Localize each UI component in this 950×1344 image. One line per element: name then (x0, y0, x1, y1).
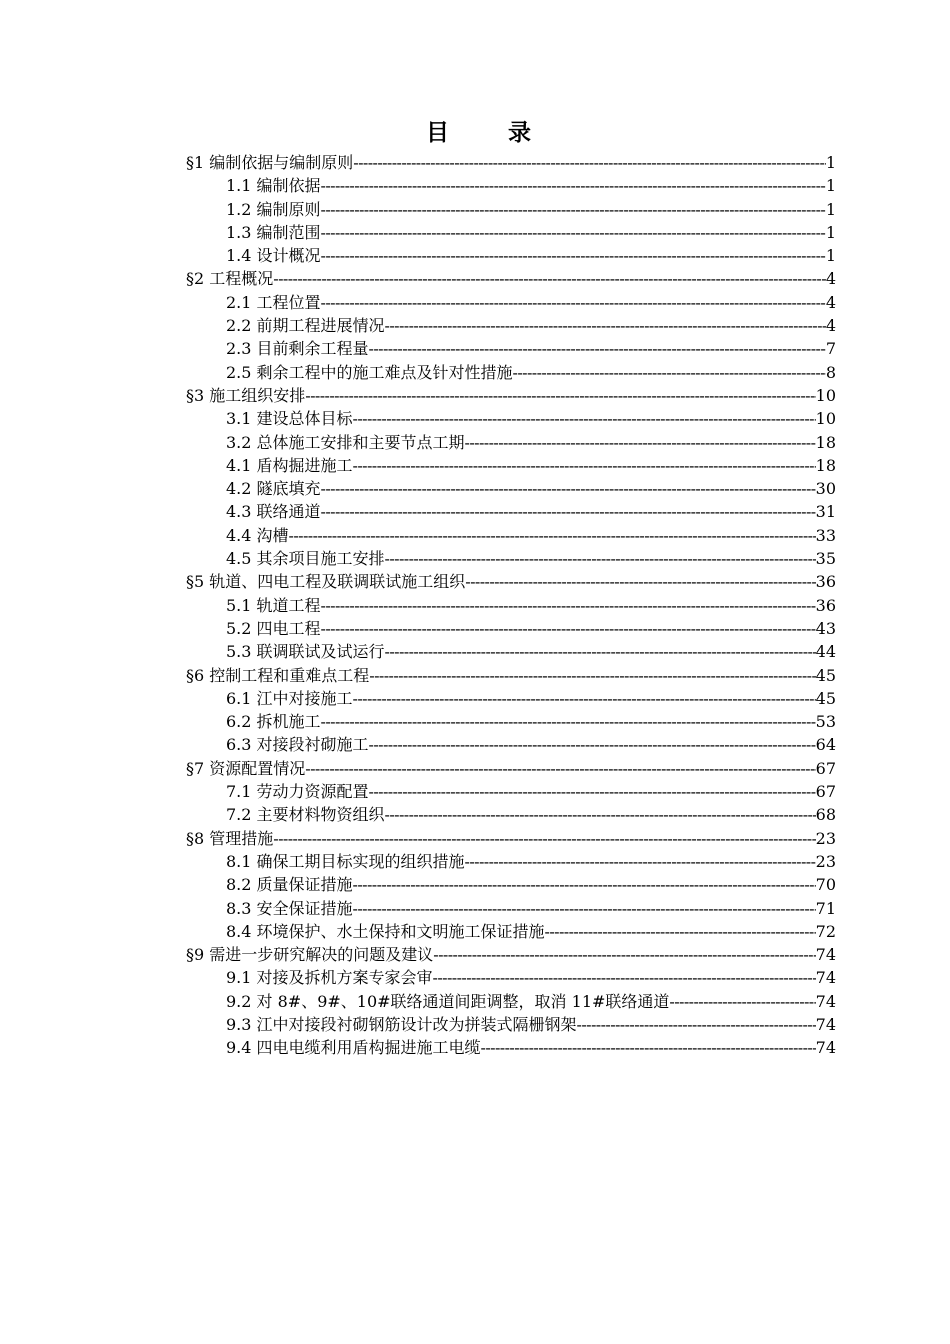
toc-entry-page-number: 4 (825, 292, 836, 312)
toc-dot-leader (385, 547, 816, 570)
toc-entry-page-number: 1 (825, 199, 836, 219)
toc-entry-page-number: 53 (815, 712, 836, 732)
toc-dot-leader (289, 524, 816, 547)
toc-dot-leader (385, 314, 826, 337)
toc-entry-page-number: 30 (815, 479, 836, 499)
toc-entry-page-number: 45 (815, 665, 836, 685)
toc-entry-page-number: 45 (815, 688, 836, 708)
toc-dot-leader (321, 500, 816, 523)
toc-entry-page-number: 70 (815, 875, 836, 895)
toc-entry-title: 1.1 编制依据 (226, 176, 321, 196)
toc-entry-title: 9.4 四电电缆利用盾构掘进施工电缆 (226, 1038, 481, 1058)
toc-entry-page-number: 35 (815, 549, 836, 569)
toc-dot-leader (321, 221, 826, 244)
toc-title: 目 录 (426, 120, 549, 146)
toc-dot-leader (321, 594, 816, 617)
toc-dot-leader (481, 1036, 816, 1059)
toc-dot-leader (353, 897, 816, 920)
toc-entry-page-number: 18 (815, 455, 836, 475)
toc-entry-page-number: 71 (815, 898, 836, 918)
toc-section-entry[interactable] (186, 733, 836, 756)
toc-section-entry[interactable] (186, 687, 836, 710)
toc-section-entry[interactable] (186, 407, 836, 430)
toc-section-entry[interactable] (186, 291, 836, 314)
toc-entry-title: 9.1 对接及拆机方案专家会审 (226, 968, 433, 988)
toc-entry-title: §6 控制工程和重难点工程 (186, 665, 370, 685)
toc-entry-page-number: 67 (815, 782, 836, 802)
toc-dot-leader (433, 943, 815, 966)
toc-section-entry[interactable] (186, 803, 836, 826)
toc-dot-leader (369, 337, 826, 360)
toc-entry-page-number: 4 (825, 316, 836, 336)
toc-dot-leader (321, 198, 826, 221)
toc-chapter-entry[interactable] (186, 943, 836, 966)
toc-section-entry[interactable] (186, 244, 836, 267)
toc-entry-title: 8.1 确保工期目标实现的组织措施 (226, 851, 465, 871)
toc-entry-title: 8.3 安全保证措施 (226, 898, 353, 918)
toc-entry-page-number: 4 (825, 269, 836, 289)
toc-entry-title: §3 施工组织安排 (186, 385, 306, 405)
toc-chapter-entry[interactable] (186, 757, 836, 780)
toc-dot-leader (385, 803, 816, 826)
toc-section-entry[interactable] (186, 990, 836, 1013)
toc-entry-title: 2.1 工程位置 (226, 292, 321, 312)
toc-entry-title: 8.2 质量保证措施 (226, 875, 353, 895)
toc-entry-page-number: 8 (825, 362, 836, 382)
toc-entry-page-number: 72 (815, 921, 836, 941)
toc-entry-page-number: 1 (825, 222, 836, 242)
toc-dot-leader (369, 780, 816, 803)
toc-dot-leader (545, 920, 816, 943)
toc-entry-title: 4.3 联络通道 (226, 502, 321, 522)
toc-entry-title: §7 资源配置情况 (186, 758, 306, 778)
toc-entry-title: 4.4 沟槽 (226, 525, 289, 545)
toc-section-entry[interactable] (186, 174, 836, 197)
toc-dot-leader (433, 966, 816, 989)
toc-section-entry[interactable] (186, 640, 836, 663)
toc-section-entry[interactable] (186, 710, 836, 733)
toc-entry-page-number: 68 (815, 805, 836, 825)
toc-entry-page-number: 67 (815, 758, 836, 778)
toc-entry-title: 3.2 总体施工安排和主要节点工期 (226, 432, 465, 452)
toc-entry-title: 2.2 前期工程进展情况 (226, 316, 385, 336)
toc-section-entry[interactable] (186, 337, 836, 360)
toc-entry-title: §8 管理措施 (186, 828, 274, 848)
toc-entry-title: 6.3 对接段衬砌施工 (226, 735, 369, 755)
toc-section-entry[interactable] (186, 500, 836, 523)
toc-entry-title: 5.3 联调联试及试运行 (226, 642, 385, 662)
toc-section-entry[interactable] (186, 966, 836, 989)
toc-section-entry[interactable] (186, 780, 836, 803)
toc-section-entry[interactable] (186, 221, 836, 244)
toc-dot-leader (321, 291, 826, 314)
toc-entry-page-number: 1 (825, 176, 836, 196)
toc-entry-title: 7.1 劳动力资源配置 (226, 782, 369, 802)
toc-entry-title: 4.2 隧底填充 (226, 479, 321, 499)
toc-entry-title: 8.4 环境保护、水土保持和文明施工保证措施 (226, 921, 545, 941)
toc-dot-leader (353, 151, 826, 174)
toc-dot-leader (465, 431, 816, 454)
toc-entry-page-number: 18 (815, 432, 836, 452)
toc-entry-title: §5 轨道、四电工程及联调联试施工组织 (186, 572, 466, 592)
toc-dot-leader (273, 827, 815, 850)
toc-dot-leader (305, 384, 815, 407)
toc-section-entry[interactable] (186, 477, 836, 500)
toc-section-entry[interactable] (186, 314, 836, 337)
toc-section-entry[interactable] (186, 850, 836, 873)
toc-entry-title: 4.5 其余项目施工安排 (226, 549, 385, 569)
toc-entry-page-number: 1 (825, 246, 836, 266)
toc-entry-title: 4.1 盾构掘进施工 (226, 455, 353, 475)
toc-entry-page-number: 7 (825, 339, 836, 359)
toc-entry-title: §1 编制依据与编制原则 (186, 153, 354, 172)
toc-entry-page-number: 23 (815, 828, 836, 848)
toc-chapter-entry[interactable] (186, 384, 836, 407)
toc-dot-leader (273, 267, 826, 290)
toc-entry-page-number: 64 (815, 735, 836, 755)
toc-entry-page-number: 43 (815, 618, 836, 638)
toc-entry-page-number: 10 (815, 385, 836, 405)
toc-section-entry[interactable] (186, 547, 836, 570)
toc-entry-title: 1.4 设计概况 (226, 246, 321, 266)
toc-entry-title: 3.1 建设总体目标 (226, 409, 353, 429)
toc-section-entry[interactable] (186, 897, 836, 920)
toc-section-entry[interactable] (186, 594, 836, 617)
toc-entry-page-number: 1 (825, 153, 836, 172)
table-of-contents (186, 151, 836, 1060)
toc-entry-title: 5.2 四电工程 (226, 618, 321, 638)
toc-dot-leader (353, 687, 816, 710)
toc-dot-leader (353, 454, 816, 477)
toc-entry-title: 1.3 编制范围 (226, 222, 321, 242)
toc-dot-leader (321, 710, 816, 733)
toc-entry-title: 9.2 对 8#、9#、10#联络通道间距调整，取消 11#联络通道 (226, 991, 670, 1011)
toc-dot-leader (369, 733, 816, 756)
toc-entry-title: 9.3 江中对接段衬砌钢筋设计改为拼装式隔栅钢架 (226, 1014, 577, 1034)
toc-entry-page-number: 31 (815, 502, 836, 522)
toc-dot-leader (353, 407, 816, 430)
toc-section-entry[interactable] (186, 524, 836, 547)
toc-dot-leader (321, 617, 816, 640)
toc-section-entry[interactable] (186, 617, 836, 640)
toc-dot-leader (353, 873, 816, 896)
toc-entry-page-number: 74 (815, 1014, 836, 1034)
toc-chapter-entry[interactable] (186, 827, 836, 850)
toc-dot-leader (305, 757, 815, 780)
toc-entry-page-number: 23 (815, 851, 836, 871)
toc-entry-page-number: 74 (815, 1038, 836, 1058)
toc-dot-leader (321, 477, 816, 500)
toc-entry-title: 2.3 目前剩余工程量 (226, 339, 369, 359)
toc-section-entry[interactable] (186, 454, 836, 477)
toc-entry-page-number: 74 (815, 945, 836, 965)
toc-section-entry[interactable] (186, 1036, 836, 1059)
toc-section-entry[interactable] (186, 198, 836, 221)
toc-dot-leader (669, 990, 815, 1013)
toc-section-entry[interactable] (186, 1013, 836, 1036)
toc-chapter-entry[interactable] (186, 570, 836, 593)
toc-entry-page-number: 33 (815, 525, 836, 545)
toc-section-entry[interactable] (186, 361, 836, 384)
toc-entry-title: 5.1 轨道工程 (226, 595, 321, 615)
toc-section-entry[interactable] (186, 873, 836, 896)
toc-dot-leader (385, 640, 816, 663)
toc-dot-leader (321, 244, 826, 267)
toc-section-entry[interactable] (186, 920, 836, 943)
toc-dot-leader (321, 174, 826, 197)
toc-dot-leader (369, 664, 815, 687)
toc-entry-page-number: 36 (815, 595, 836, 615)
toc-entry-page-number: 10 (815, 409, 836, 429)
toc-chapter-entry[interactable] (186, 664, 836, 687)
toc-dot-leader (513, 361, 826, 384)
toc-dot-leader (577, 1013, 816, 1036)
toc-entry-page-number: 36 (815, 572, 836, 592)
toc-chapter-entry[interactable] (186, 267, 836, 290)
toc-section-entry[interactable] (186, 431, 836, 454)
toc-dot-leader (465, 850, 816, 873)
toc-entry-title: 7.2 主要材料物资组织 (226, 805, 385, 825)
toc-entry-title: 1.2 编制原则 (226, 199, 321, 219)
toc-entry-title: 6.2 拆机施工 (226, 712, 321, 732)
toc-chapter-entry[interactable] (186, 151, 836, 174)
toc-entry-page-number: 44 (815, 642, 836, 662)
toc-entry-page-number: 74 (815, 991, 836, 1011)
toc-dot-leader (465, 570, 815, 593)
toc-entry-page-number: 74 (815, 968, 836, 988)
toc-entry-title: 2.5 剩余工程中的施工难点及针对性措施 (226, 362, 513, 382)
toc-entry-title: §9 需进一步研究解决的问题及建议 (186, 945, 434, 965)
toc-entry-title: §2 工程概况 (186, 269, 274, 289)
toc-entry-title: 6.1 江中对接施工 (226, 688, 353, 708)
